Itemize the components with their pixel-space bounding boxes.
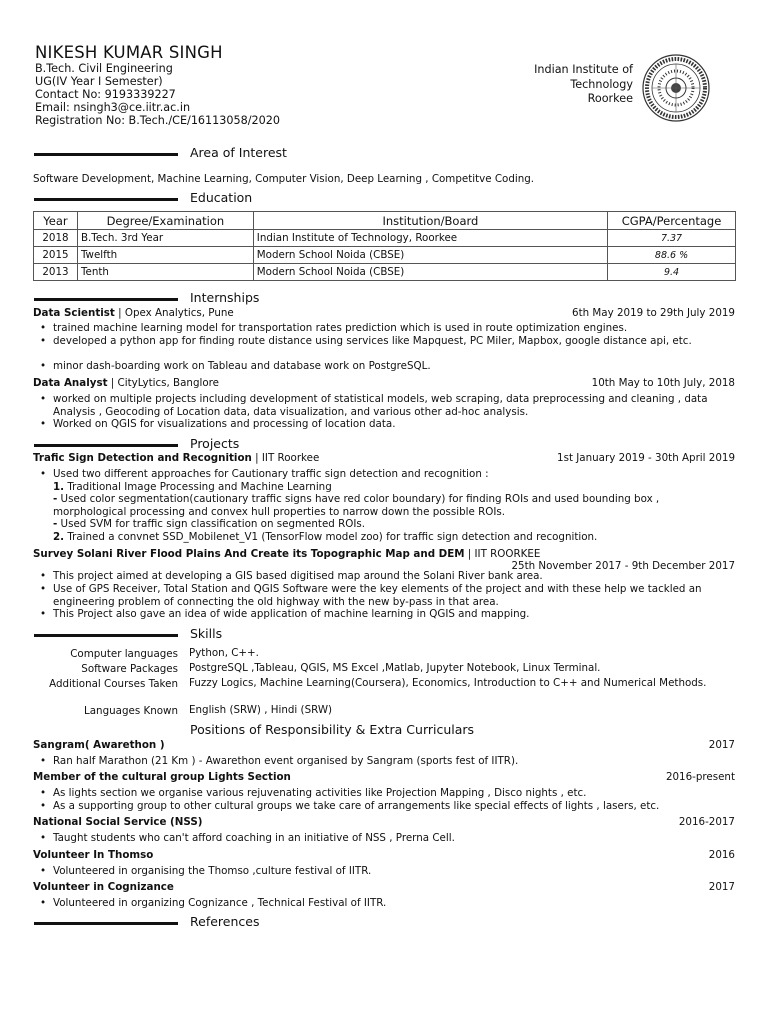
bullet-icon: • — [40, 755, 47, 767]
degree-cell: Twelfth — [77, 247, 253, 264]
internship-org: | CityLytics, Banglore — [107, 377, 219, 389]
project-detail-line: 2. Trained a convnet SSD_Mobilenet_V1 (TensorFlow model zoo) for traffic sign detection and recognition. — [53, 531, 598, 543]
bullet-icon: • — [40, 418, 47, 430]
section-title: Education — [190, 190, 253, 205]
iit-roorkee-seal-icon — [640, 52, 712, 124]
institute-name — [534, 63, 633, 107]
institution-cell: Modern School Noida (CBSE) — [253, 264, 607, 281]
section-title: Projects — [190, 436, 240, 451]
skill-label: Additional Courses Taken — [49, 678, 178, 690]
section-rule — [34, 444, 178, 447]
list-item: • Volunteered in organizing Cognizance , Technical Festival of IITR. — [40, 897, 387, 909]
list-item: • trained machine learning model for transportation rates prediction which is used in route optimization engines. — [40, 322, 628, 334]
list-item: • Worked on QGIS for visualizations and processing of location data. — [40, 418, 396, 430]
contact-block — [35, 62, 280, 127]
year-cell: 2018 — [34, 230, 78, 247]
section-rule — [34, 298, 178, 301]
year-cell: 2013 — [34, 264, 78, 281]
section-rule — [34, 922, 178, 925]
score-cell: 9.4 — [608, 264, 736, 281]
score-cell: 7.37 — [608, 230, 736, 247]
section-references — [34, 914, 734, 930]
section-rule — [34, 153, 178, 156]
list-item: • Used two different approaches for Cautionary traffic sign detection and recognition : — [40, 468, 489, 480]
section-rule — [34, 198, 178, 201]
section-title: Skills — [190, 626, 223, 641]
skill-value: Fuzzy Logics, Machine Learning(Coursera), Economics, Introduction to C++ and Numerical Methods. — [189, 677, 707, 689]
score-cell: 88.6 % — [608, 247, 736, 264]
position-date: 2017 — [708, 881, 735, 893]
skill-label: Computer languages — [70, 648, 178, 660]
column-header: Year — [34, 212, 78, 230]
project-detail-line: 1. Traditional Image Processing and Machine Learning — [53, 481, 332, 493]
bullet-icon: • — [40, 897, 47, 909]
bullet-icon: • — [40, 322, 47, 334]
skill-value: PostgreSQL ,Tableau, QGIS, MS Excel ,Matlab, Jupyter Notebook, Linux Terminal. — [189, 662, 601, 674]
section-skills — [34, 626, 734, 642]
list-item: • This project aimed at developing a GIS based digitised map around the Solani River bank area. — [40, 570, 543, 582]
section-title: Area of Interest — [190, 145, 287, 160]
internship-heading — [33, 307, 234, 319]
position-title: National Social Service (NSS) — [33, 816, 203, 828]
project-date: 25th November 2017 - 9th December 2017 — [511, 560, 735, 572]
year-cell: 2015 — [34, 247, 78, 264]
position-date: 2016-2017 — [678, 816, 735, 828]
project-heading — [33, 452, 319, 464]
registration-line: Registration No: B.Tech./CE/16113058/2020 — [35, 114, 281, 127]
position-date: 2017 — [708, 739, 735, 751]
section-projects — [34, 436, 734, 452]
email-line: Email: nsingh3@ce.iitr.ac.in — [35, 101, 191, 114]
position-title: Volunteer In Thomso — [33, 849, 154, 861]
table-header-row — [34, 212, 736, 230]
project-title: Trafic Sign Detection and Recognition — [33, 452, 252, 464]
institute-line: Roorkee — [587, 92, 633, 105]
list-item: • worked on multiple projects including development of statistical models, web scraping, data preprocessing and cleaning , data Analysis , Geocoding of Location data, data visualization, and various other ad-hoc analysis. — [40, 393, 708, 418]
bullet-icon: • — [40, 865, 47, 877]
section-title: References — [190, 914, 260, 929]
bullet-icon: • — [40, 335, 47, 347]
institute-line: Indian Institute of — [534, 63, 633, 76]
list-item: • Volunteered in organising the Thomso ,culture festival of IITR. — [40, 865, 372, 877]
project-detail-line: - Used color segmentation(cautionary traffic signs have red color boundary) for finding ROIs and used bounding box , — [53, 493, 660, 505]
project-detail-line: - Used SVM for traffic sign classification on segmented ROIs. — [53, 518, 366, 530]
section-positions-of-responsibility — [34, 722, 734, 738]
internship-heading — [33, 377, 219, 389]
position-title: Volunteer in Cognizance — [33, 881, 174, 893]
section-internships — [34, 290, 734, 306]
bullet-icon: • — [40, 570, 47, 582]
list-item: • As lights section we organise various rejuvenating activities like Projection Mapping , Disco nights , etc. — [40, 787, 587, 799]
bullet-icon: • — [40, 608, 47, 620]
list-item: • Ran half Marathon (21 Km ) - Awarethon event organised by Sangram (sports fest of IITR). — [40, 755, 519, 767]
section-rule — [34, 634, 178, 637]
institution-cell: Modern School Noida (CBSE) — [253, 247, 607, 264]
table-row — [34, 264, 736, 281]
bullet-icon: • — [40, 832, 47, 844]
institute-line: Technology — [570, 77, 633, 91]
degree-cell: Tenth — [77, 264, 253, 281]
column-header: Degree/Examination — [77, 212, 253, 230]
project-title: Survey Solani River Flood Plains And Create its Topographic Map and DEM — [33, 548, 465, 560]
internship-org: | Opex Analytics, Pune — [114, 307, 234, 319]
bullet-icon: • — [40, 787, 47, 799]
table-row — [34, 247, 736, 264]
institution-cell: Indian Institute of Technology, Roorkee — [253, 230, 607, 247]
section-title: Positions of Responsibility & Extra Curriculars — [190, 722, 475, 737]
list-item: • Taught students who can't afford coaching in an initiative of NSS , Prerna Cell. — [40, 832, 455, 844]
degree-line: B.Tech. Civil Engineering — [35, 62, 173, 75]
semester-line: UG(IV Year I Semester) — [35, 75, 163, 88]
bullet-icon: • — [40, 360, 47, 372]
project-detail-line: morphological processing and convex hull properties to narrow down the possible ROIs. — [53, 506, 506, 518]
bullet-icon: • — [40, 800, 47, 812]
internship-role: Data Analyst — [33, 377, 108, 389]
position-title: Member of the cultural group Lights Section — [33, 771, 291, 783]
contact-line: Contact No: 9193339227 — [35, 88, 176, 101]
position-title: Sangram( Awarethon ) — [33, 739, 165, 751]
list-item: • This Project also gave an idea of wide application of machine learning in QGIS and mapping. — [40, 608, 530, 620]
skill-value: Python, C++. — [189, 647, 259, 659]
internship-date: 10th May to 10th July, 2018 — [591, 377, 735, 389]
position-date: 2016 — [708, 849, 735, 861]
project-date: 1st January 2019 - 30th April 2019 — [557, 452, 735, 464]
skill-label: Languages Known — [84, 705, 178, 717]
internship-role: Data Scientist — [33, 307, 115, 319]
bullet-icon: • — [40, 468, 47, 480]
education-table — [33, 211, 736, 281]
column-header: Institution/Board — [253, 212, 607, 230]
section-education — [34, 190, 734, 206]
internship-date: 6th May 2019 to 29th July 2019 — [572, 307, 735, 319]
project-org: | IIT Roorkee — [251, 452, 320, 464]
skill-value: English (SRW) , Hindi (SRW) — [189, 704, 333, 716]
degree-cell: B.Tech. 3rd Year — [77, 230, 253, 247]
section-area-of-interest — [34, 145, 734, 161]
position-date: 2016-present — [665, 771, 735, 783]
bullet-icon: • — [40, 583, 47, 595]
list-item: • Use of GPS Receiver, Total Station and QGIS Software were the key elements of the project and with these help we tackled an engineering problem of connecting the old highway with the new by-pass in that area. — [40, 583, 702, 608]
project-heading — [33, 548, 540, 560]
table-row — [34, 230, 736, 247]
skill-label: Software Packages — [81, 663, 178, 675]
interest-text: Software Development, Machine Learning, Computer Vision, Deep Learning , Competitve Coding. — [33, 173, 535, 185]
list-item: • As a supporting group to other cultural groups we take care of arrangements like special effects of lights , lasers, etc. — [40, 800, 660, 812]
column-header: CGPA/Percentage — [608, 212, 736, 230]
list-item: • minor dash-boarding work on Tableau and database work on PostgreSQL. — [40, 360, 431, 372]
bullet-icon: • — [40, 393, 47, 405]
section-title: Internships — [190, 290, 260, 305]
project-org: | IIT ROORKEE — [464, 548, 541, 560]
candidate-name: NIKESH KUMAR SINGH — [35, 43, 223, 62]
list-item: • developed a python app for finding route distance using services like Mapquest, PC Miler, Mapbox, google distance api, etc. — [40, 335, 692, 347]
